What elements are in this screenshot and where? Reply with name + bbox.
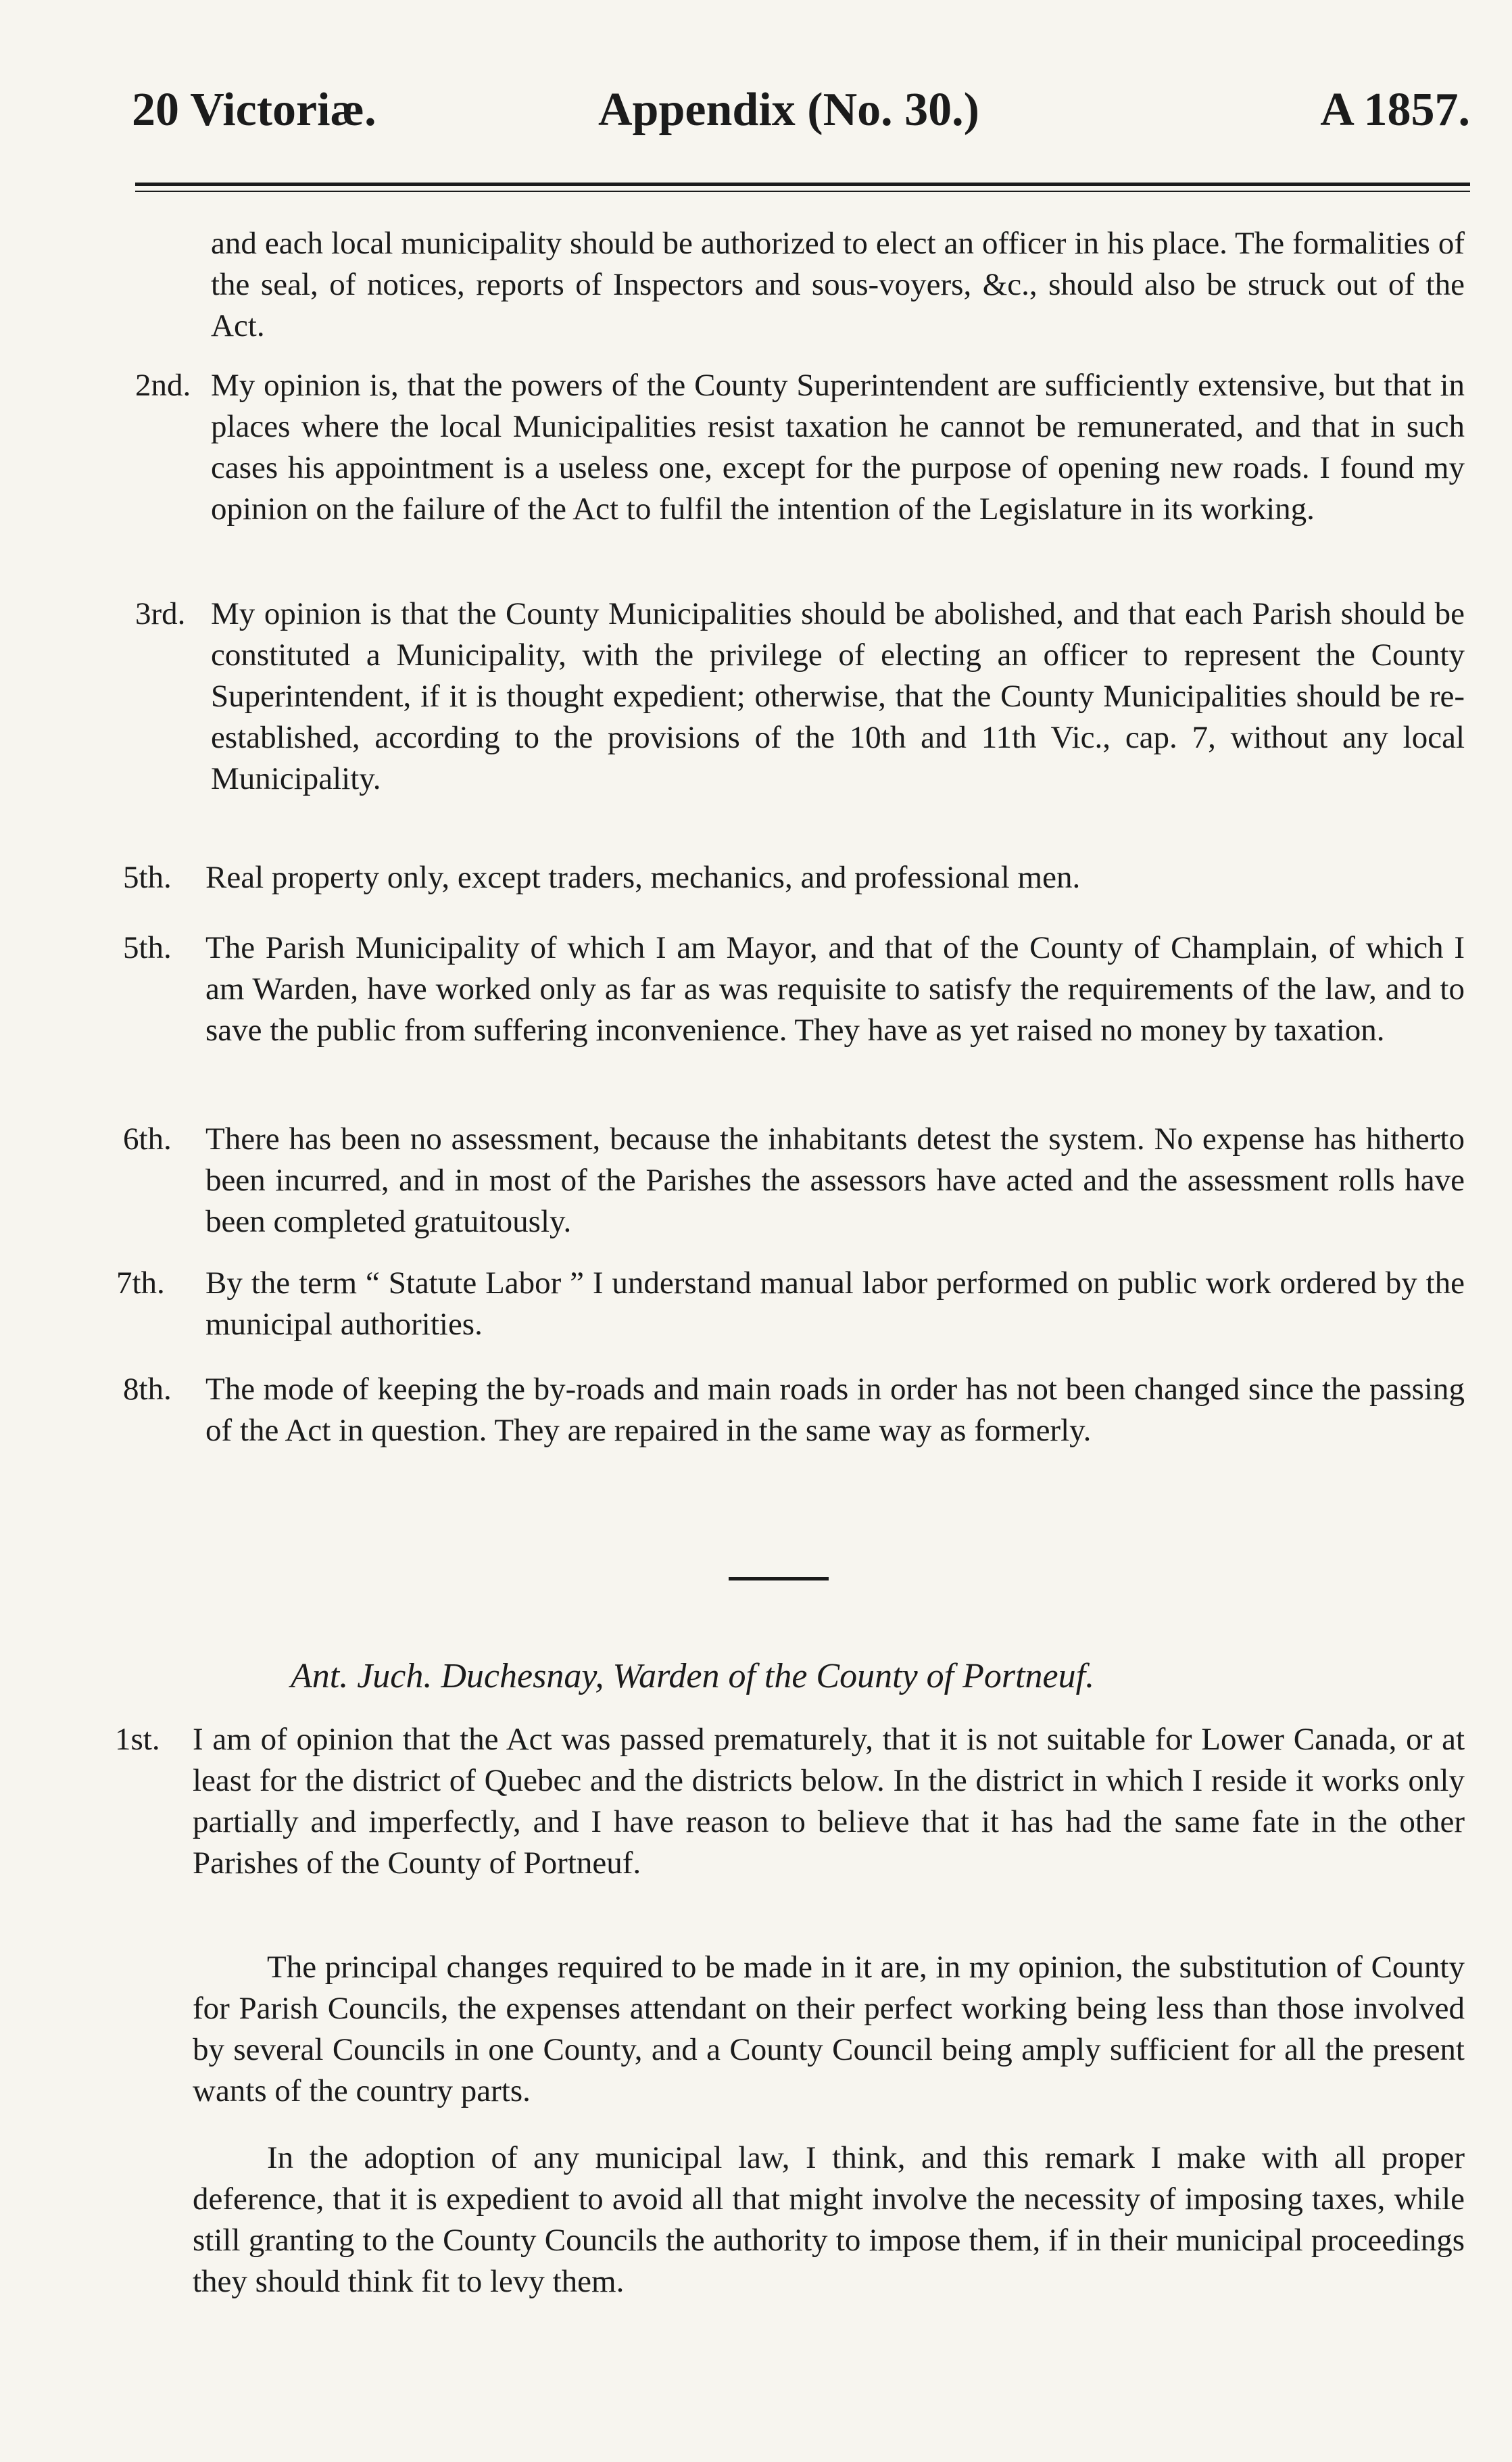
answer-number: 1st. <box>115 1722 160 1757</box>
continuation-paragraph: and each local municipality should be authorized to elect an officer in his place. The formalities of the seal, of notices, reports of Inspectors and sous-voyers, &c., should also be struck out of the Act. <box>211 226 1465 343</box>
answer-number: 8th. <box>123 1372 172 1407</box>
paragraph-principal-changes: The principal changes required to be made in it are, in my opinion, the substitution of County for Parish Councils, the expenses attendant on their perfect working being less than those involved by several Councils in one County, and a County Council being amply sufficient for all the present wants of the country parts. <box>193 1950 1465 2108</box>
section-divider <box>729 1577 829 1580</box>
header-session: 20 Victoriæ. <box>132 84 376 136</box>
answer-number: 5th. <box>123 860 172 895</box>
header-year: A 1857. <box>1320 84 1470 136</box>
answer-number: 2nd. <box>135 368 191 403</box>
answer-text: I am of opinion that the Act was passed prematurely, that it is not suitable for Lower Canada, or at least for the district of Quebec and the districts below. In the district in which I reside it works only partially and imperfectly, and I have reason to believe that it has had the same fate in the other Parishes of the County of Portneuf. <box>193 1722 1465 1881</box>
answer-number: 5th. <box>123 930 172 965</box>
answer-number: 7th. <box>116 1265 165 1301</box>
answer-number: 6th. <box>123 1121 172 1157</box>
running-header <box>132 80 1470 141</box>
header-rule-thin <box>135 191 1470 192</box>
header-rule-thick <box>135 183 1470 186</box>
paragraph-municipal-law: In the adoption of any municipal law, I think, and this remark I make with all proper deference, that it is expedient to avoid all that might involve the necessity of imposing taxes, while still granting to the County Councils the authority to impose them, if in their municipal proceedings they should think fit to levy them. <box>193 2140 1465 2299</box>
answer-text: My opinion is that the County Municipalities should be abolished, and that each Parish should be constituted a Municipality, with the privilege of electing an officer to represent the County Superintendent, if it is thought expedient; otherwise, that the County Municipalities should be re-established, according to the provisions of the 10th and 11th Vic., cap. 7, without any local Municipality. <box>211 596 1465 796</box>
answer-text: My opinion is, that the powers of the County Superintendent are sufficiently extensive, but that in places where the local Municipalities resist taxation he cannot be remunerated, and that in such cases his appointment is a useless one, except for the purpose of opening new roads. I found my opinion on the failure of the Act to fulfil the intention of the Legislature in its working. <box>211 368 1465 527</box>
answer-text: There has been no assessment, because the inhabitants detest the system. No expense has hitherto been incurred, and in most of the Parishes the assessors have acted and the assessment rolls have been completed gratuitously. <box>205 1121 1465 1239</box>
answer-text: The Parish Municipality of which I am Mayor, and that of the County of Champlain, of which I am Warden, have worked only as far as was requisite to satisfy the requirements of the law, and to save the public from suffering inconvenience. They have as yet raised no money by taxation. <box>205 930 1465 1048</box>
header-appendix: Appendix (No. 30.) <box>598 84 979 136</box>
answer-text: The mode of keeping the by-roads and main roads in order has not been changed since the passing of the Act in question. They are repaired in the same way as formerly. <box>205 1372 1465 1448</box>
section-heading: Ant. Juch. Duchesnay, Warden of the County of Portneuf. <box>291 1657 1095 1695</box>
answer-text: Real property only, except traders, mechanics, and professional men. <box>205 860 1081 895</box>
answer-text: By the term “ Statute Labor ” I understand manual labor performed on public work ordered by the municipal authorities. <box>205 1265 1465 1342</box>
answer-number: 3rd. <box>135 596 186 631</box>
